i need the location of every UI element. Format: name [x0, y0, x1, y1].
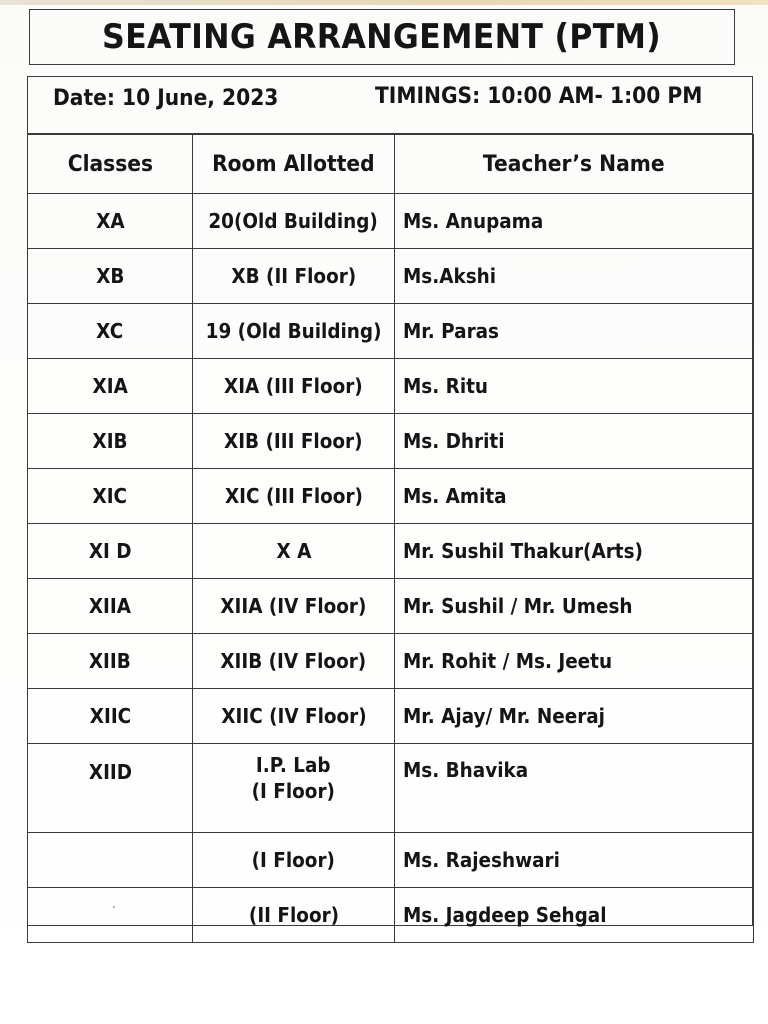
class-cell: [28, 833, 193, 888]
room-cell: XIIB (IV Floor): [193, 634, 395, 689]
class-cell: XIIA: [28, 579, 193, 634]
room-cell: [193, 744, 395, 833]
paper-speck: [113, 906, 115, 908]
teacher-cell: Ms. Anupama: [395, 194, 754, 249]
teacher-cell: Ms. Rajeshwari: [395, 833, 754, 888]
table-row: [28, 414, 754, 469]
room-cell: 20(Old Building): [193, 194, 395, 249]
class-cell: XIC: [28, 469, 193, 524]
page-title: SEATING ARRANGEMENT (PTM): [102, 17, 662, 57]
class-cell: XI D: [28, 524, 193, 579]
date-label: Date: 10 June, 2023: [53, 86, 279, 111]
table-row: [28, 524, 754, 579]
info-row: [27, 76, 753, 134]
table-row: [28, 469, 754, 524]
teacher-cell: Ms. Amita: [395, 469, 754, 524]
table-row: [28, 634, 754, 689]
timings-label: TIMINGS: 10:00 AM- 1:00 PM: [375, 84, 703, 109]
table-row: [28, 359, 754, 414]
class-cell: XIB: [28, 414, 193, 469]
room-cell: 19 (Old Building): [193, 304, 395, 359]
teacher-cell: Mr. Sushil Thakur(Arts): [395, 524, 754, 579]
table-row: [28, 689, 754, 744]
teacher-cell: Mr. Sushil / Mr. Umesh: [395, 579, 754, 634]
teacher-cell: Mr. Paras: [395, 304, 754, 359]
teacher-cell: Mr. Rohit / Ms. Jeetu: [395, 634, 754, 689]
room-cell: XIB (III Floor): [193, 414, 395, 469]
class-cell: [28, 888, 193, 943]
room-cell: XIIA (IV Floor): [193, 579, 395, 634]
class-cell: XB: [28, 249, 193, 304]
table-row: [28, 579, 754, 634]
room-cell: XIA (III Floor): [193, 359, 395, 414]
class-cell: XIIB: [28, 634, 193, 689]
table-row: [28, 249, 754, 304]
room-line: I.P. Lab: [256, 753, 331, 777]
teacher-cell: Ms. Dhriti: [395, 414, 754, 469]
class-cell: XIID: [28, 744, 193, 833]
table-row: [28, 304, 754, 359]
seating-table: [27, 134, 754, 943]
table-row: [28, 888, 754, 943]
title-box: [29, 9, 735, 65]
class-cell: XA: [28, 194, 193, 249]
column-header-classes: Classes: [28, 135, 193, 194]
class-cell: XC: [28, 304, 193, 359]
room-cell: (I Floor): [193, 833, 395, 888]
table-header-row: [28, 135, 754, 194]
column-header-room: Room Allotted: [193, 135, 395, 194]
room-cell: (II Floor): [193, 888, 395, 943]
room-cell: X A: [193, 524, 395, 579]
room-line: (I Floor): [251, 779, 336, 803]
teacher-cell: Mr. Ajay/ Mr. Neeraj: [395, 689, 754, 744]
room-cell: XIC (III Floor): [193, 469, 395, 524]
class-cell: XIIC: [28, 689, 193, 744]
column-header-teacher: Teacher’s Name: [395, 135, 754, 194]
teacher-cell: Ms. Bhavika: [395, 744, 754, 833]
paper-top-edge: [0, 0, 768, 5]
room-cell: XIIC (IV Floor): [193, 689, 395, 744]
teacher-cell: Ms.Akshi: [395, 249, 754, 304]
teacher-cell: Ms. Jagdeep Sehgal: [395, 888, 754, 943]
table-row: [28, 194, 754, 249]
teacher-cell: Ms. Ritu: [395, 359, 754, 414]
room-cell: XB (II Floor): [193, 249, 395, 304]
table-row: [28, 744, 754, 833]
table-row: [28, 833, 754, 888]
class-cell: XIA: [28, 359, 193, 414]
